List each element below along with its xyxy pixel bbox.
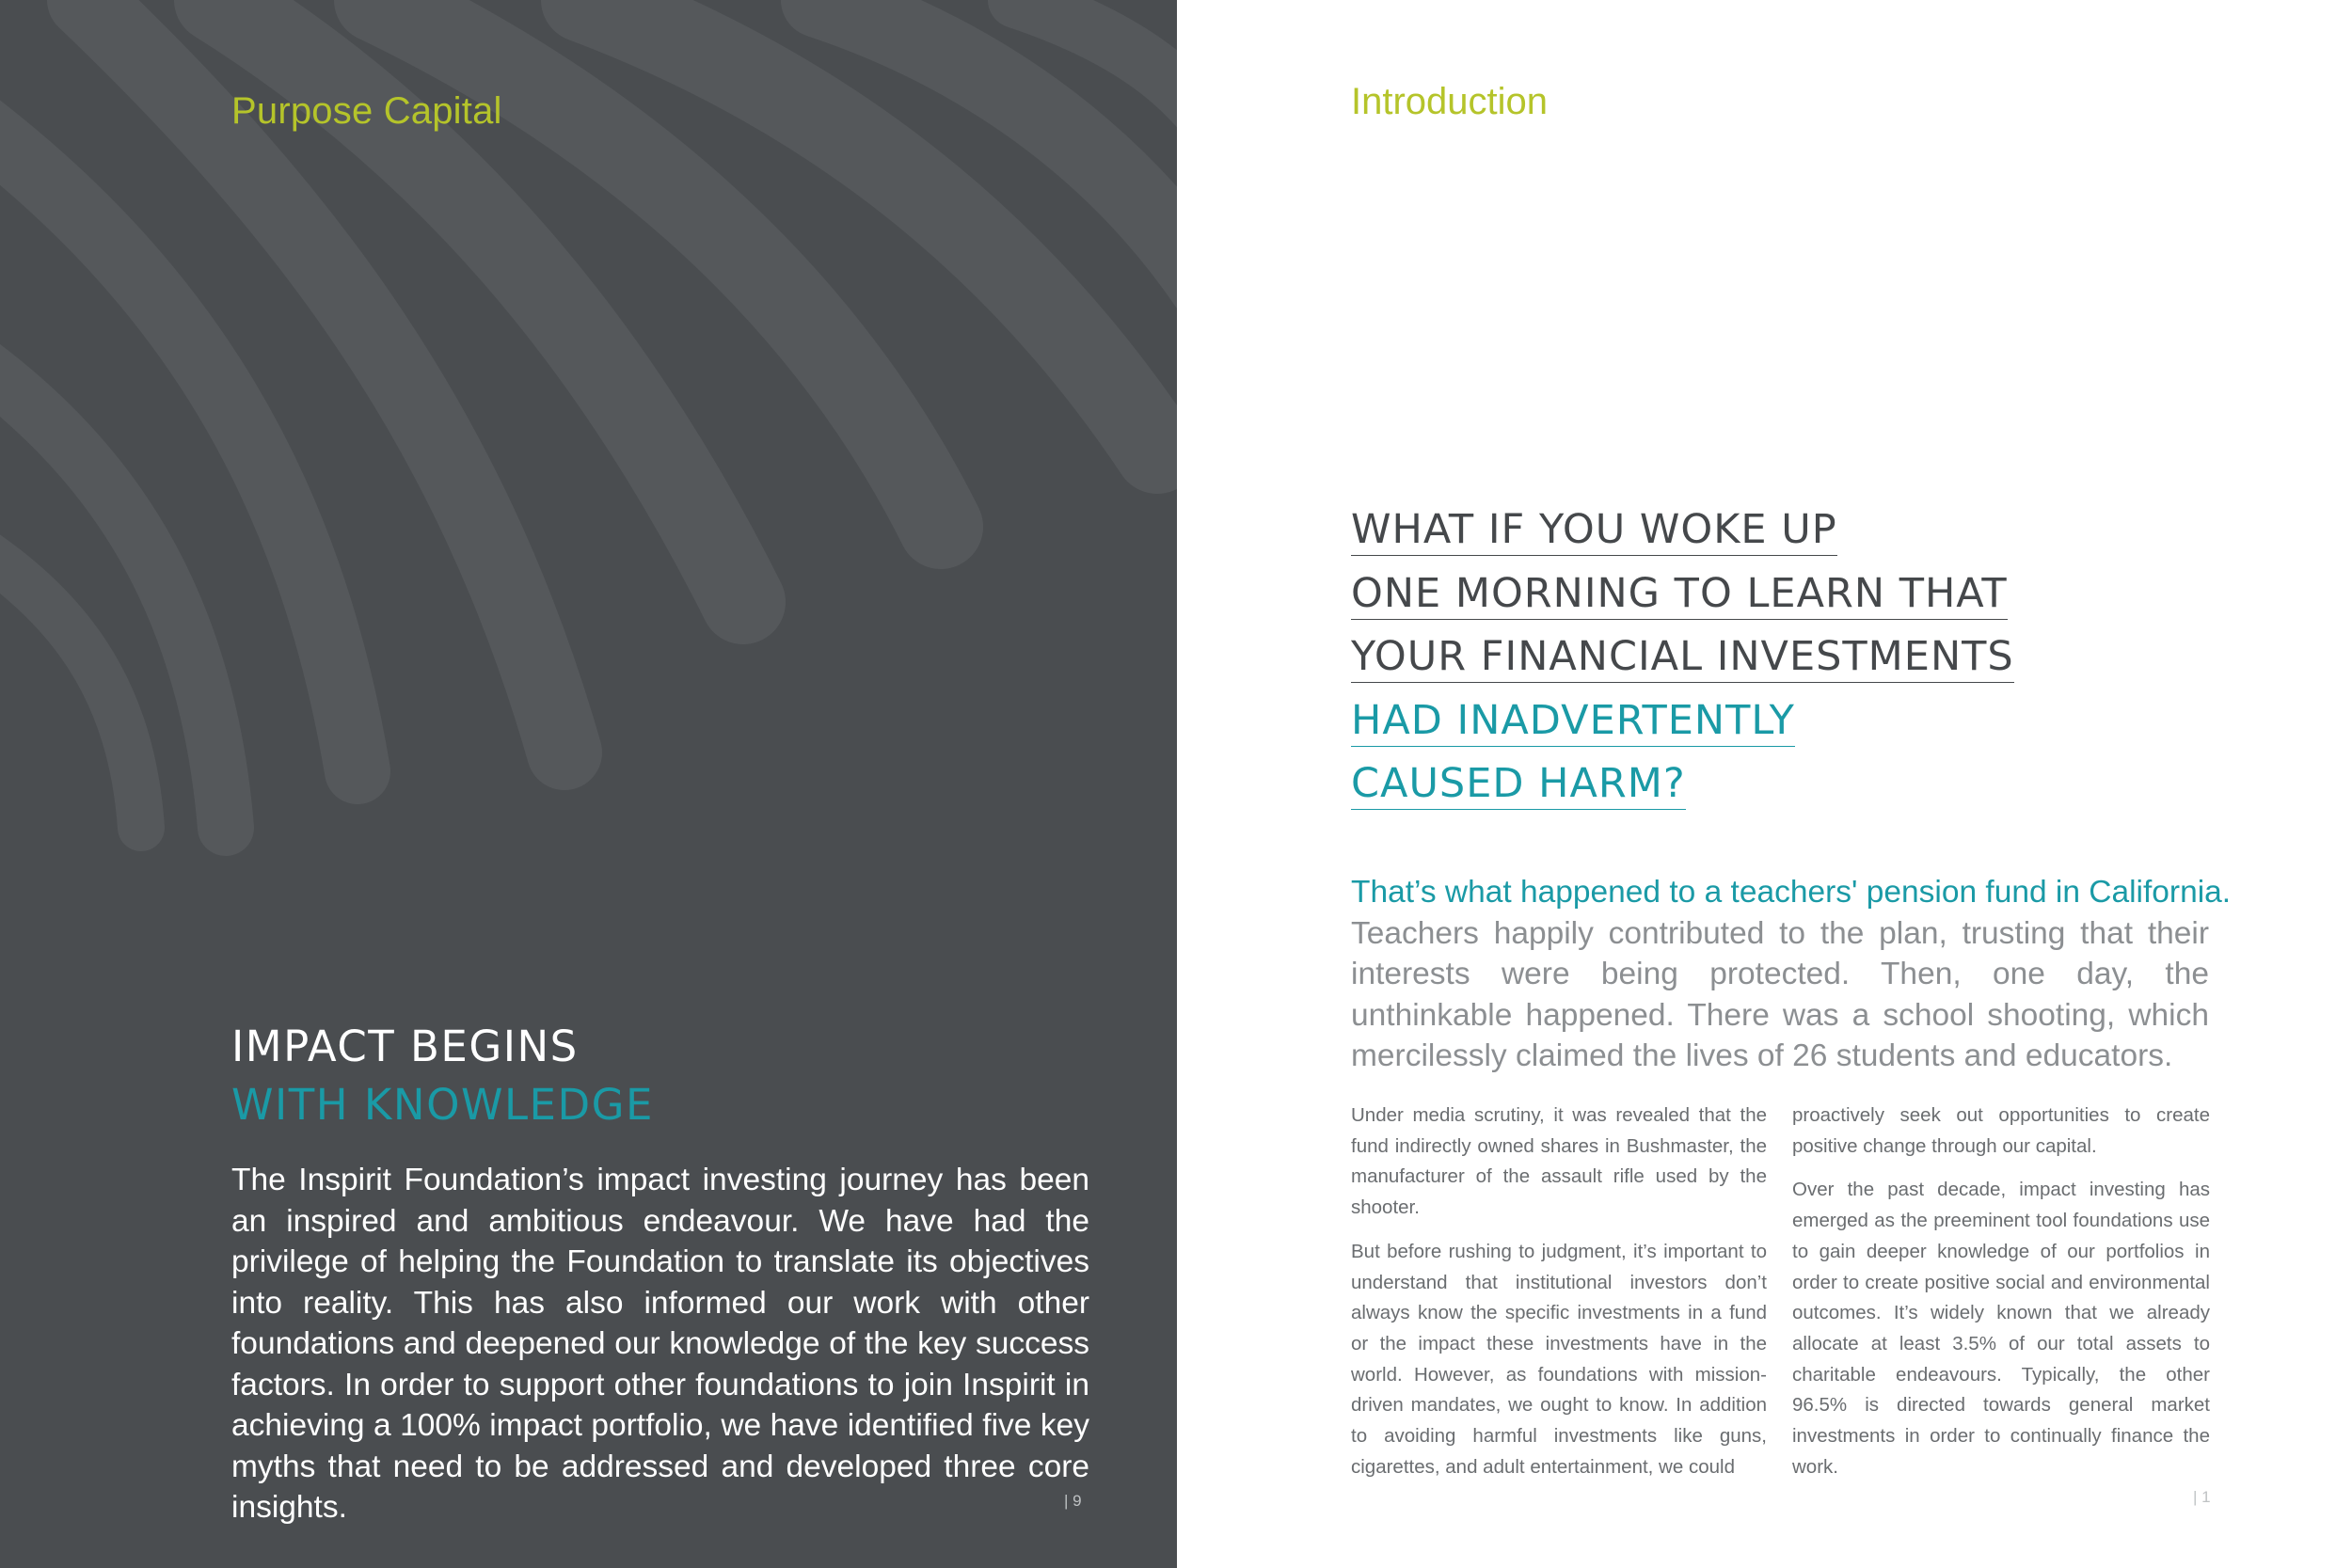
headline-line-3: YOUR FINANCIAL INVESTMENTS — [1351, 631, 2014, 683]
headline — [1351, 500, 2014, 818]
left-heading-line-1: IMPACT BEGINS — [231, 1022, 579, 1071]
lead-accent-sentence: That’s what happened to a teachers' pension fund in California. — [1351, 875, 2232, 910]
left-page-number: | 9 — [1064, 1492, 1082, 1510]
body-column-2 — [1792, 1101, 2210, 1496]
lead-paragraph — [1351, 872, 2232, 1077]
headline-line-1: WHAT IF YOU WOKE UP — [1351, 504, 1837, 556]
left-heading-line-2: WITH KNOWLEDGE — [231, 1080, 654, 1130]
section-label: Introduction — [1351, 81, 1549, 122]
right-page-number: | 1 — [2193, 1488, 2211, 1506]
column-2-paragraph-1: proactively seek out opportunities to create positive change through our capital. — [1792, 1104, 2210, 1157]
headline-line-2: ONE MORNING TO LEARN THAT — [1351, 568, 2008, 620]
lead-rest: Teachers happily contributed to the plan, trusting that their interests were being protected. Then, one day, the unthinkable happened. There was a school shooting, which mercilessly claimed the lives of 26 students and educators. — [1351, 915, 2209, 1073]
column-2-paragraph-2: Over the past decade, impact investing has emerged as the preeminent tool foundations use to gain deeper knowledge of our portfolios in order to create positive social and environmental outcomes. It’s widely known that we already allocate at least 3.5% of our total assets to charitable endeavours. Typically, the other 96.5% is directed towards general market investments in order to continually finance the work. — [1792, 1179, 2210, 1478]
left-heading — [231, 1018, 654, 1134]
headline-line-5: CAUSED HARM? — [1351, 758, 1686, 810]
brand-name: Purpose Capital — [231, 90, 502, 132]
column-1-paragraph-1: Under media scrutiny, it was revealed that the fund indirectly owned shares in Bushmaster, the manufacturer of the assault rifle used by the shooter. — [1351, 1104, 1767, 1219]
left-body-text: The Inspirit Foundation’s impact investing journey has been an inspired and ambitious endeavour. We have had the privilege of helping the Foundation to translate its objectives into reality. This has also informed our work with other foundations and deepened our knowledge of the key success factors. In order to support other foundations to join Inspirit in achieving a 100% impact portfolio, we have identified five key myths that need to be addressed and developed three core insights. — [231, 1163, 1089, 1525]
body-column-1 — [1351, 1101, 1767, 1496]
column-1-paragraph-2: But before rushing to judgment, it’s important to understand that institutional investors don’t always know the specific investments in a fund or the impact these investments have in the world. However, as foundations with mission-driven mandates, we ought to know. In addition to avoiding harmful investments like guns, cigarettes, and adult entertainment, we could — [1351, 1240, 1767, 1478]
headline-line-4: HAD INADVERTENTLY — [1351, 695, 1795, 747]
